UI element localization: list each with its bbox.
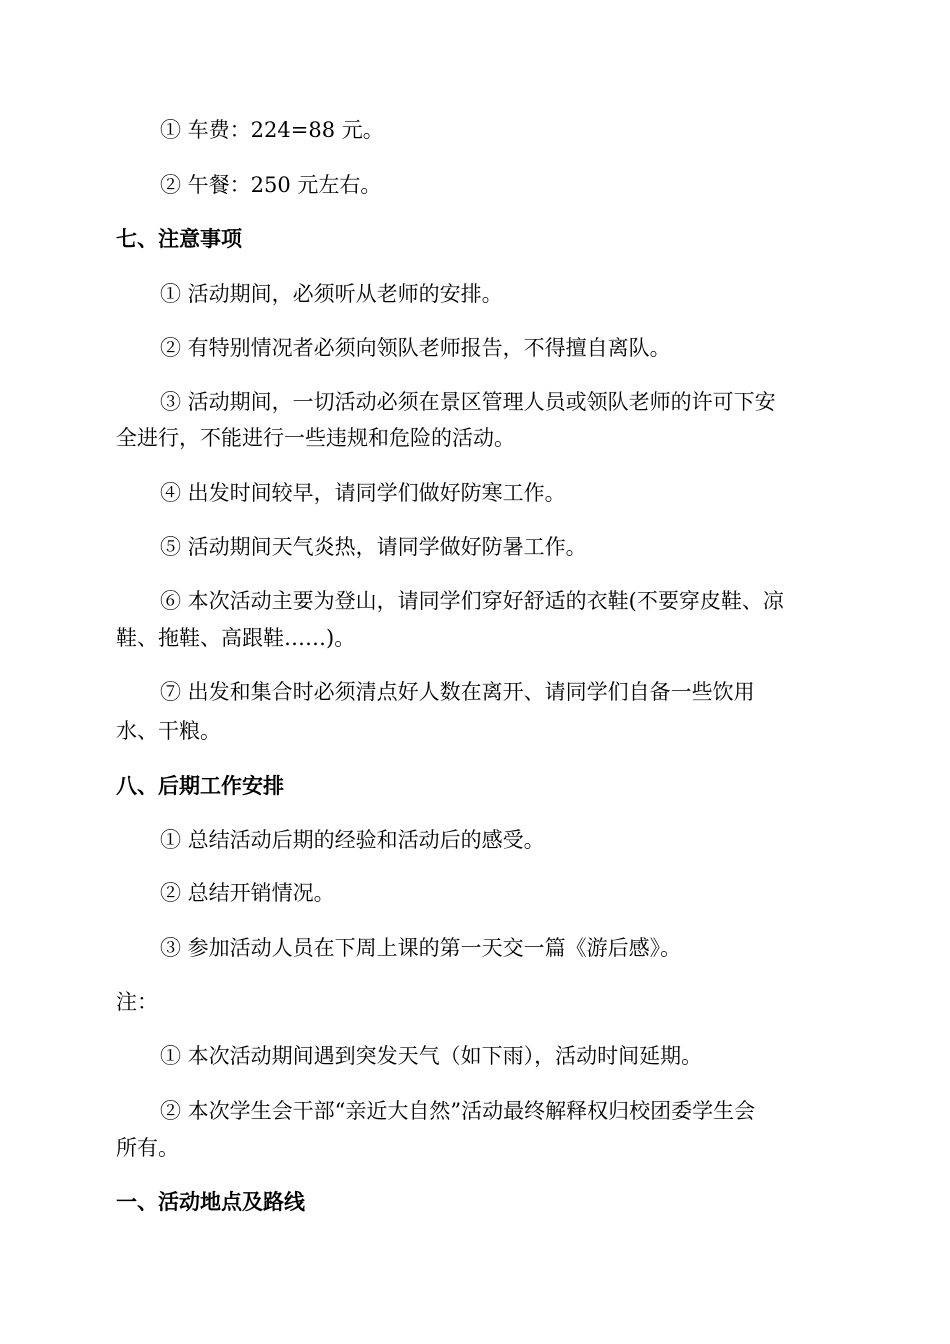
section-7-item-7-line-1: ⑦ 出发和集合时必须清点好人数在离开、请同学们自备一些饮用 xyxy=(160,680,755,704)
section-7-item-7-line-2: 水、干粮。 xyxy=(116,719,221,743)
section-7-item-6-line-2: 鞋、拖鞋、高跟鞋……)。 xyxy=(116,626,356,650)
note-item-2-line-2: 所有。 xyxy=(116,1136,179,1160)
section-7-item-2: ② 有特别情况者必须向领队老师报告，不得擅自离队。 xyxy=(160,336,671,360)
note-item-1: ① 本次活动期间遇到突发天气（如下雨），活动时间延期。 xyxy=(160,1044,703,1068)
section-7-item-3-line-1: ③ 活动期间，一切活动必须在景区管理人员或领队老师的许可下安 xyxy=(160,390,776,414)
section-7-heading: 七、注意事项 xyxy=(116,227,242,251)
section-8-item-2: ② 总结开销情况。 xyxy=(160,881,335,905)
cost-item-bus-fare: ① 车费：224=88 元。 xyxy=(160,118,384,142)
cost-item-lunch: ② 午餐：250 元左右。 xyxy=(160,173,382,197)
note-item-2-line-1: ② 本次学生会干部“亲近大自然”活动最终解释权归校团委学生会 xyxy=(160,1099,756,1123)
section-7-item-5: ⑤ 活动期间天气炎热，请同学做好防暑工作。 xyxy=(160,535,587,559)
section-7-item-3-line-2: 全进行，不能进行一些违规和危险的活动。 xyxy=(116,426,515,450)
section-8-item-1: ① 总结活动后期的经验和活动后的感受。 xyxy=(160,828,545,852)
section-1-heading: 一、活动地点及路线 xyxy=(116,1190,305,1214)
section-7-item-6-line-1: ⑥ 本次活动主要为登山，请同学们穿好舒适的衣鞋(不要穿皮鞋、凉 xyxy=(160,589,784,613)
section-8-item-3: ③ 参加活动人员在下周上课的第一天交一篇《游后感》。 xyxy=(160,936,682,960)
section-8-heading: 八、后期工作安排 xyxy=(116,774,284,798)
section-7-item-1: ① 活动期间，必须听从老师的安排。 xyxy=(160,282,503,306)
note-label: 注： xyxy=(116,990,158,1014)
section-7-item-4: ④ 出发时间较早，请同学们做好防寒工作。 xyxy=(160,481,566,505)
